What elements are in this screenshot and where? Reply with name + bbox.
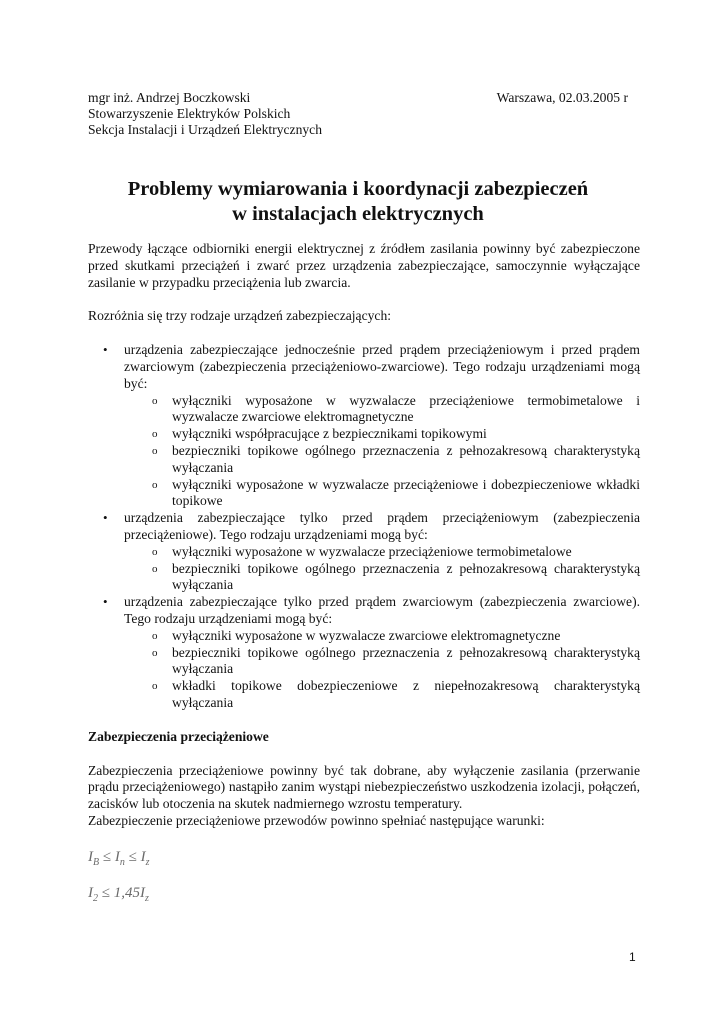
sub-list-item bbox=[124, 678, 640, 712]
sub-list-item bbox=[124, 477, 640, 511]
formula-1 bbox=[88, 847, 640, 873]
circle-bullet-icon: o bbox=[152, 394, 158, 407]
formula-subscript: n bbox=[119, 856, 125, 868]
formula-2 bbox=[88, 883, 640, 909]
sub-list-item-text: bezpieczniki topikowe ogólnego przeznaczenia z pełnozakresową charakterystyką wyłączania bbox=[172, 644, 640, 677]
sub-list-item bbox=[124, 426, 640, 443]
formula-operator: ≤ bbox=[124, 848, 141, 865]
formula-symbol: I bbox=[139, 884, 145, 901]
sub-list-item bbox=[124, 544, 640, 561]
sub-list-item bbox=[124, 393, 640, 427]
list-item-text: urządzenia zabezpieczające tylko przed prądem przeciążeniowym (zabezpieczenia przeciążeniowe). Tego rodzaju urządzeniami mogą być: bbox=[124, 510, 640, 542]
protection-types-list bbox=[88, 342, 640, 712]
circle-bullet-icon: o bbox=[152, 680, 158, 693]
formula-operator: ≤ bbox=[98, 884, 114, 901]
document-title bbox=[88, 177, 628, 227]
sub-list bbox=[124, 628, 640, 712]
place-date: Warszawa, 02.03.2005 r bbox=[496, 90, 628, 105]
sub-list-item-text: bezpieczniki topikowe ogólnego przeznaczenia z pełnozakresową charakterystyką wyłączania bbox=[172, 560, 640, 593]
document-body bbox=[88, 241, 640, 909]
sub-list-item bbox=[124, 628, 640, 645]
formula-subscript: B bbox=[93, 856, 100, 868]
sub-list-item-text: wyłączniki wyposażone w wyzwalacze przeciążeniowe termobimetalowe i wyzwalacze zwarciowe elektromagnetyczne bbox=[172, 392, 640, 425]
sub-list-item-text: wkładki topikowe dobezpieczeniowe z niepełnozakresową charakterystyką wyłączania bbox=[172, 678, 640, 710]
circle-bullet-icon: o bbox=[152, 478, 158, 491]
list-item bbox=[88, 342, 640, 510]
bullet-icon: • bbox=[103, 342, 108, 358]
bullet-icon: • bbox=[103, 510, 108, 526]
conditions-intro: Zabezpieczenie przeciążeniowe przewodów powinno spełniać następujące warunki: bbox=[88, 812, 545, 828]
sub-list bbox=[124, 393, 640, 511]
sub-list bbox=[124, 544, 640, 594]
list-item bbox=[88, 510, 640, 594]
title-line-2: w instalacjach elektrycznych bbox=[232, 203, 484, 225]
organization-section: Sekcja Instalacji i Urządzeń Elektrycznych bbox=[88, 122, 323, 137]
section-paragraph: Zabezpieczenia przeciążeniowe powinny być tak dobrane, aby wyłączenie zasilania (przerwanie prądu przeciążeniowego) nastąpiło zanim wystąpi niebezpieczeństwo uszkodzenia izolacji, połączeń, zacisków lub otoczenia na skutek nadmiernego wzrostu temperatury. bbox=[88, 762, 640, 812]
formula-symbol: I bbox=[88, 884, 93, 901]
circle-bullet-icon: o bbox=[152, 545, 158, 558]
circle-bullet-icon: o bbox=[152, 629, 158, 642]
circle-bullet-icon: o bbox=[152, 646, 158, 659]
types-intro: Rozróżnia się trzy rodzaje urządzeń zabezpieczających: bbox=[88, 308, 392, 324]
circle-bullet-icon: o bbox=[152, 428, 158, 441]
formula-operator: ≤ bbox=[99, 848, 115, 865]
title-line-1: Problemy wymiarowania i koordynacji zabezpieczeń bbox=[127, 178, 589, 200]
sub-list-item bbox=[124, 561, 640, 595]
formula-symbol: I bbox=[88, 848, 93, 865]
list-item bbox=[88, 594, 640, 712]
formula-subscript: z bbox=[145, 856, 150, 868]
formula-symbol: I bbox=[114, 848, 120, 865]
formula-symbol: I bbox=[140, 848, 146, 865]
circle-bullet-icon: o bbox=[152, 444, 158, 457]
formula-subscript: 2 bbox=[93, 892, 98, 904]
sub-list-item-text: wyłączniki wyposażone w wyzwalacze zwarciowe elektromagnetyczne bbox=[172, 627, 561, 643]
intro-paragraph: Przewody łączące odbiorniki energii elektrycznej z źródłem zasilania powinny być zabezpieczone przed skutkami przeciążeń i zwarć przez urządzenia zabezpieczające, samoczynnie wyłączające zasilanie w przypadku przeciążenia lub zwarcia. bbox=[88, 241, 640, 290]
organization: Stowarzyszenie Elektryków Polskich bbox=[88, 106, 291, 121]
circle-bullet-icon: o bbox=[152, 562, 158, 575]
sub-list-item-text: wyłączniki wyposażone w wyzwalacze przeciążeniowe i dobezpieczeniowe wkładki topikowe bbox=[172, 476, 640, 509]
sub-list-item bbox=[124, 443, 640, 477]
document-header bbox=[88, 90, 628, 138]
formula-subscript: z bbox=[144, 892, 149, 904]
sub-list-item-text: wyłączniki współpracujące z bezpiecznikami topikowymi bbox=[172, 426, 487, 442]
bullet-icon: • bbox=[103, 594, 108, 610]
sub-list-item bbox=[124, 645, 640, 679]
sub-list-item-text: bezpieczniki topikowe ogólnego przeznaczenia z pełnozakresową charakterystyką wyłączania bbox=[172, 442, 640, 475]
author: mgr inż. Andrzej Boczkowski bbox=[88, 90, 251, 105]
section-heading: Zabezpieczenia przeciążeniowe bbox=[88, 728, 269, 744]
sub-list-item-text: wyłączniki wyposażone w wyzwalacze przeciążeniowe termobimetalowe bbox=[172, 543, 572, 559]
page-number: 1 bbox=[629, 950, 636, 964]
list-item-text: urządzenia zabezpieczające jednocześnie przed prądem przeciążeniowym i przed prądem zwarciowym (zabezpieczenia przeciążeniowo-zwarciowe). Tego rodzaju urządzeniami mogą być: bbox=[124, 342, 640, 391]
list-item-text: urządzenia zabezpieczające tylko przed prądem zwarciowym (zabezpieczenia zwarciowe). Tego rodzaju urządzeniami mogą być: bbox=[124, 594, 640, 626]
formula-coefficient: 1,45 bbox=[113, 884, 140, 901]
